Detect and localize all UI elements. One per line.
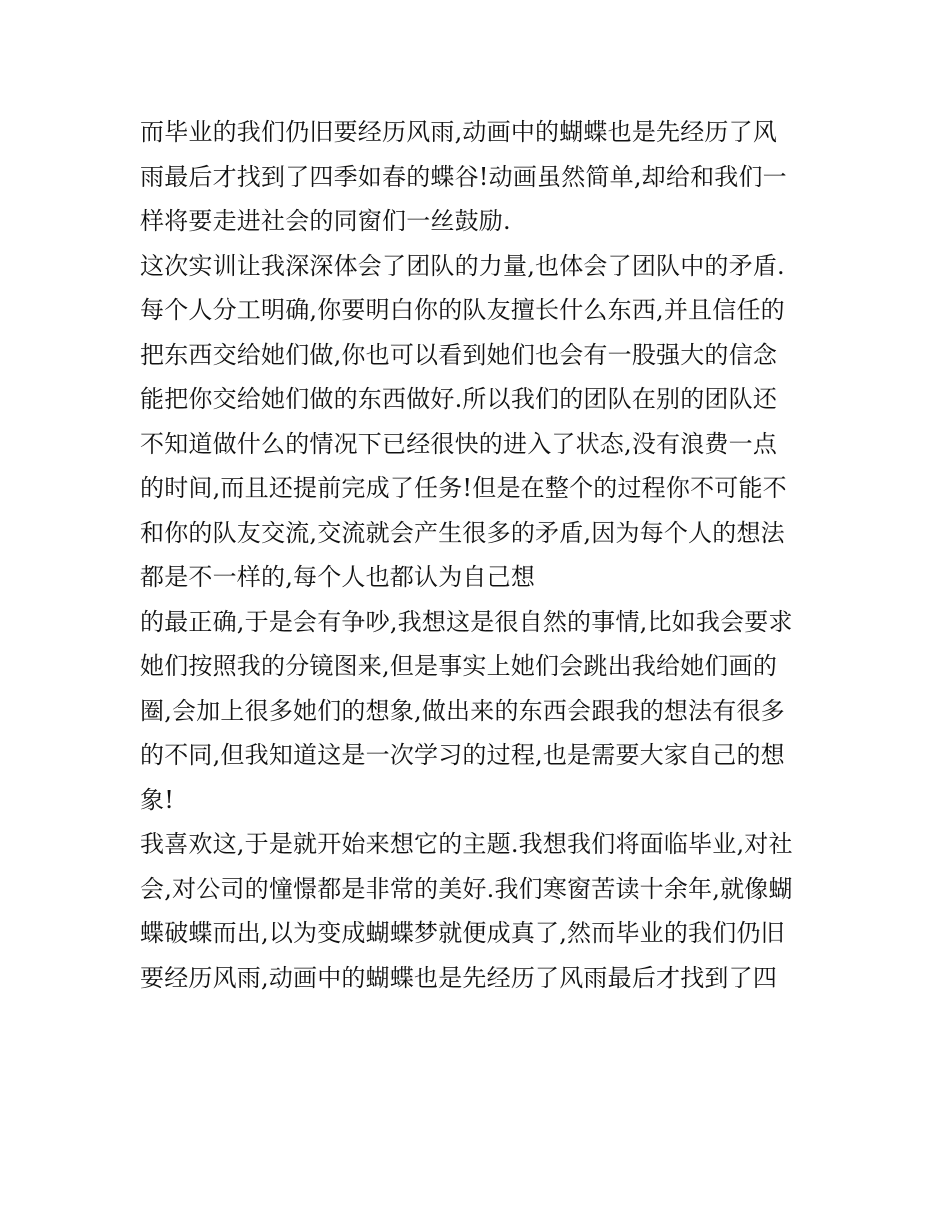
text-line-2: 雨最后才找到了四季如春的蝶谷!动画虽然简单,却给和我们一 <box>140 162 787 191</box>
text-line-9: 的时间,而且还提前完成了任务!但是在整个的过程你不可能不 <box>140 474 787 502</box>
text-line-20: 要经历风雨,动画中的蝴蝶也是先经历了风雨最后才找到了四 <box>140 963 778 992</box>
text-line-8: 不知道做什么的情况下已经很快的进入了状态,没有浪费一点 <box>140 429 778 458</box>
document-body-text <box>140 110 810 1000</box>
text-line-6: 把东西交给她们做,你也可以看到她们也会有一股强大的信念 <box>140 340 778 369</box>
text-line-17: 我喜欢这,于是就开始来想它的主题.我想我们将面临毕业,对社 <box>140 830 793 858</box>
text-line-15: 的不同,但我知道这是一次学习的过程,也是需要大家自己的想 <box>140 741 785 769</box>
text-line-14: 圈,会加上很多她们的想象,做出来的东西会跟我的想法有很多 <box>140 696 785 725</box>
text-line-5: 每个人分工明确,你要明白你的队友擅长什么东西,并且信任的 <box>140 296 785 324</box>
text-line-11: 都是不一样的,每个人也都认为自己想 <box>140 563 536 591</box>
text-line-16: 象! <box>140 785 175 814</box>
text-line-10: 和你的队友交流,交流就会产生很多的矛盾,因为每个人的想法 <box>140 518 785 547</box>
text-line-12: 的最正确,于是会有争吵,我想这是很自然的事情,比如我会要求 <box>140 607 793 636</box>
text-line-1: 而毕业的我们仍旧要经历风雨,动画中的蝴蝶也是先经历了风 <box>140 118 778 146</box>
text-line-18: 会,对公司的憧憬都是非常的美好.我们寒窗苦读十余年,就像蝴 <box>140 874 793 903</box>
text-line-7: 能把你交给她们做的东西做好.所以我们的团队在别的团队还 <box>140 385 778 413</box>
text-line-19: 蝶破蝶而出,以为变成蝴蝶梦就便成真了,然而毕业的我们仍旧 <box>140 919 785 947</box>
text-line-3: 样将要走进社会的同窗们一丝鼓励. <box>140 207 511 235</box>
text-line-4: 这次实训让我深深体会了团队的力量,也体会了团队中的矛盾. <box>140 251 785 280</box>
text-line-13: 她们按照我的分镜图来,但是事实上她们会跳出我给她们画的 <box>140 652 778 680</box>
